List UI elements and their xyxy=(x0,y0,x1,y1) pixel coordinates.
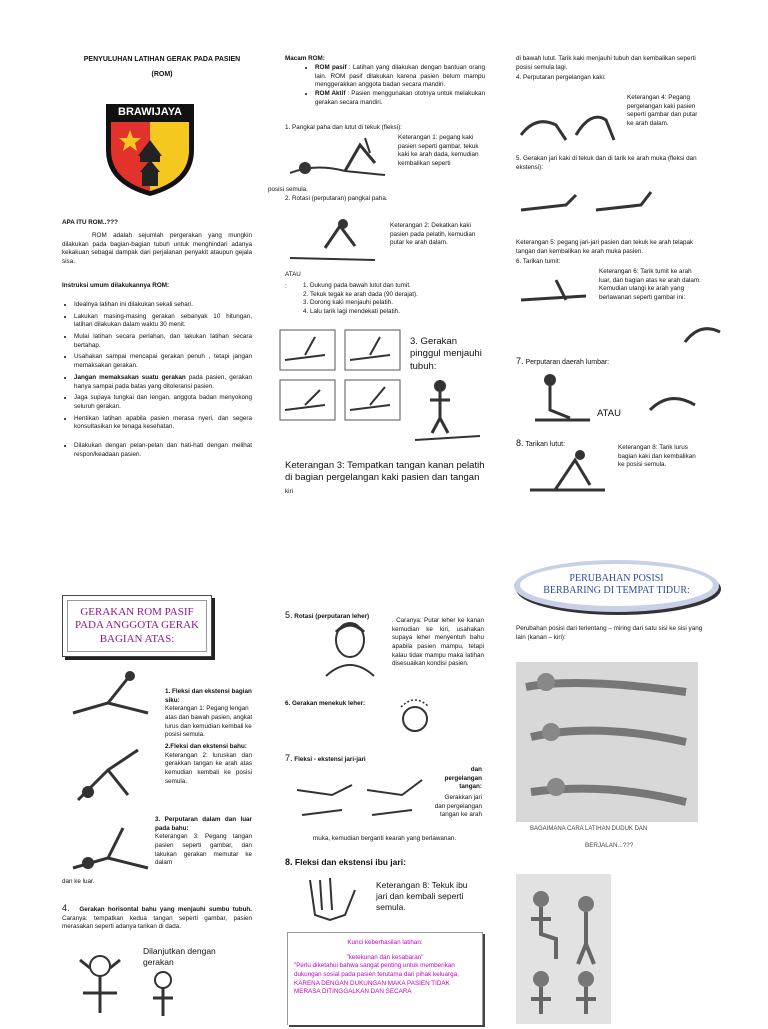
section-header-oval xyxy=(514,560,719,612)
exercise-illustration xyxy=(516,180,661,225)
berjalan-text: BERJALAN...??? xyxy=(585,842,634,849)
macam-list xyxy=(285,64,485,110)
exercise-illustration xyxy=(318,618,383,678)
item3-text: 3. Perputaran dalam dan luar pada bahu: Keterangan 3: Pegang tangan pasien seperti gambar, dan lakukan gerakan memutar ke dalam xyxy=(155,816,252,867)
bagaimana-text: BAGAIMANA CARA LATIHAN DUDUK DAN xyxy=(530,826,648,832)
list-item: 3. Dorong kaki menjauhi pelatih. xyxy=(310,299,480,308)
item7-body: Gerakkan jari dan pergelangan tangan ke arah xyxy=(434,794,482,819)
exercise-illustration xyxy=(680,312,725,352)
item2-title: 2. Rotasi (perputaran) pangkal paha. xyxy=(285,195,388,202)
list-item: • Lakukan masing-masing gerakan sebanyak 10 hitungan, latihan dilakukan dalam waktu 30 menit. xyxy=(74,313,252,330)
list-item: • Jaga supaya tungkai dan lengan, anggota badan menyokong seluruh gerakan. xyxy=(74,394,252,411)
item7-right: dan pergelangan tangan: xyxy=(444,766,482,791)
ket1: Keterangan 1: pegang kaki pasien seperti gambar, tekuk kaki ke arah dada, kemudian kembalikan seperti xyxy=(398,134,479,168)
item6-title: 6. Tarikan tumit: xyxy=(516,258,561,265)
exercise-illustration xyxy=(68,668,163,723)
exercise-illustration xyxy=(68,818,153,876)
ket4: Keterangan 4: Pegang pergelangan kaki pasien seperti gambar dan putar ke arah dalam. xyxy=(627,94,698,128)
exercise-illustration xyxy=(300,870,370,930)
colon-mark: : xyxy=(285,283,287,290)
kunci-body: "Perlu diketahui bahwa sangat penting untuk memberikan dukungan sosial pada pasien terutama dari pihak keluarga, KARENA DENGAN DUKUNGAN MAKA PASIEN TIDAK MERASA DITINGGALKAN DAN SECARA xyxy=(294,962,459,996)
list-item: • Hentikan latihan apabila pasien merasa nyeri, dan segera konsultasikan ke tenaga kesehatan. xyxy=(74,415,252,432)
exercise-illustration xyxy=(516,95,621,150)
atau-label: ATAU xyxy=(597,408,621,419)
item3-tail: dan ke luar. xyxy=(62,878,95,885)
ket6: Keterangan 6: Tarik tumit ke arah luar, dan bagian atas ke arah dalam. Kemudian ulangi ke arah yang berlawanan seperti gambar ini: xyxy=(599,268,701,302)
item4-title: 4. Perputaran pergelangan kaki: xyxy=(516,74,606,81)
exercise-illustration xyxy=(285,133,395,188)
exercise-illustration xyxy=(148,968,178,1018)
item7-title: 7. Fleksi - ekstensi jari-jari xyxy=(285,753,366,763)
exercise-illustration xyxy=(285,218,380,268)
item7-title: 7. Perputaran daerah lumbar: xyxy=(516,356,610,366)
ket8: Keterangan 8: Tarik lurus bagian kaki dan kembalikan ke posisi semula. xyxy=(618,444,696,469)
ket3: Keterangan 3: Tempatkan tangan kanan pelatih di bagian pergelangan kaki pasien dan tangan kiri xyxy=(285,460,485,495)
list-item: 4. Lalu tarik lagi mendekati pelatih. xyxy=(310,308,480,317)
list-item: • Idealnya latihan ini dilakukan sekali sehari. xyxy=(74,301,252,310)
item1-title: 1. Pangkal paha dan lutut di tekuk (fleksi): xyxy=(285,124,402,131)
kunci-quote: "ketekunan dan kesabaran" xyxy=(346,953,424,961)
instruksi-list xyxy=(62,301,252,462)
ket8: Keterangan 8: Tekuk ibu jari dan kembali seperti semula. xyxy=(376,880,468,913)
apa-heading: APA ITU ROM..??? xyxy=(62,219,118,226)
list-item: 2. Tekuk tegak ke arah dada (90 derajat). xyxy=(310,291,480,300)
section-header: PERUBAHAN POSISI BERBARING DI TEMPAT TIDUR: xyxy=(520,564,713,606)
exercise-illustration xyxy=(68,740,163,805)
exercise-illustration xyxy=(292,770,432,828)
item1-text: 1. Fleksi dan ekstensi bagian siku: Keterangan 1: Pegang lengan atas dan bawah pasien, angkat lurus dan kemudian kembali ke posisi semula. xyxy=(165,688,253,739)
lanjut-text: Dilanjutkan dengan gerakan xyxy=(143,946,216,968)
page-title: PENYULUHAN LATIHAN GERAK PADA PASIEN (ROM) xyxy=(83,56,241,79)
col6-text: Perubahan posisi dari terlentang – miring dari satu sisi ke sisi yang lain (kanan – kiri): xyxy=(516,625,703,641)
item6-title: 6. Gerakan menekuk leher: xyxy=(285,700,366,707)
ket5: Keterangan 5: pegang jari-jari pasien dan tekuk ke arah telapak tangan dan kembalikan ke arah muka pasien. xyxy=(516,239,694,255)
sitting-walking-photo xyxy=(516,874,611,1024)
item5-text: 5. Rotasi (perputaran leher) xyxy=(285,610,370,620)
list-item: • Dilakukan dengan pelan-pelan dan hati-hati dengan melihat respon/keadaan pasien. xyxy=(74,442,252,459)
list-item: • Jangan memaksakan suatu gerakan pada pasien, gerakan hanya sampai pada batas yang ditoleransi pasien. xyxy=(74,374,252,391)
list-item: • ROM pasif : Latihan yang dilakukan dengan bantuan orang lain. ROM pasif dilakukan karena pasien belum mampu menggerakkan anggota badan secara mandiri. xyxy=(315,64,485,90)
apa-body: ROM adalah sejumlah pergerakan yang mungkin dilakukan pada bagian-bagian tubuh untuk menghindari adanya kekakuan sebagai dampak dari perjalanan penyakit ataupun gejala sisa. xyxy=(62,232,252,266)
macam-heading: Macam ROM: xyxy=(285,55,325,62)
bed-position-photo xyxy=(516,662,698,822)
steps-list xyxy=(290,282,480,317)
list-item: 1. Dukung pada bawah lutut dan tumit. xyxy=(310,282,480,291)
exercise-illustration xyxy=(530,370,705,430)
list-item: • Mulai latihan secara perlahan, dan lakukan latihan secara bertahap. xyxy=(74,333,252,350)
ket2: Keterangan 2: Dekatkan kaki pasien pada pelatih, kemudian putar ke arah dalam. xyxy=(390,222,476,247)
exercise-illustration xyxy=(516,662,698,822)
item5-title: 5. Gerakan jari kaki di tekuk dan di tarik ke arah muka (fleksi dan ekstensi): xyxy=(516,155,697,171)
list-item: • Usahakan sampai mencapai gerakan penuh , tetapi jangan memaksakan gerakan. xyxy=(74,353,252,370)
logo-text: BRAWIJAYA xyxy=(118,106,182,118)
exercise-illustration xyxy=(516,874,611,1024)
ket1-tail: posisi semula. xyxy=(268,186,308,193)
item2-text: 2.Fleksi dan ekstensi bahu: Keterangan 2: luruskan dan gerakkan tangan ke arah atas kemudian kembali ke posisi semula. xyxy=(165,743,252,785)
kunci-box xyxy=(287,932,483,1025)
kunci-title: Kunci keberhasilan latihan: xyxy=(347,939,423,946)
item5-body: . Caranya: Putar leher ke kanan kemudian ke kiri, usahakan supaya leher menyentuh bahu apabila pasien mampu, tetapi kalau tidak mampu maka latihan disesuaikan kondisi pasien. xyxy=(392,617,484,668)
section-header-box xyxy=(62,595,212,657)
item8-title: 8. Fleksi dan ekstensi ibu jari: xyxy=(285,857,406,867)
item8-title: 8. Tarikan lutut: xyxy=(516,438,566,448)
cont-text: di bawah lutut. Tarik kaki menjauhi tubuh dan kembalikan seperti posisi semula lagi. xyxy=(516,55,696,71)
item7-tail: muka, kemudian berganti kearah yang berlawanan. xyxy=(313,835,457,842)
item3-title: 3. Gerakan pinggul menjauhi tubuh: xyxy=(410,336,482,372)
exercise-illustration xyxy=(393,695,438,740)
atau-label: ATAU xyxy=(285,271,301,278)
exercise-illustration xyxy=(516,270,596,320)
list-item: • ROM Aktif : Pasien menggunakan ototnya untuk melakukan gerakan secara mandiri. xyxy=(315,90,485,107)
exercise-illustration xyxy=(410,378,485,448)
exercise-illustration xyxy=(68,948,133,1018)
exercise-illustration xyxy=(525,445,615,500)
section-header: GERAKAN ROM PASIF PADA ANGGOTA GERAK BAGIAN ATAS: xyxy=(67,600,207,652)
instruksi-heading: Instruksi umum dilakukannya ROM: xyxy=(62,282,170,289)
item4-text: 4. Gerakan horisontal bahu yang menjauhi sumbu tubuh. Caranya: tempatkan kedua tangan seperti gambar, pasien merasakan seperti adanya tarikan di dada. xyxy=(62,903,253,931)
exercise-illustration xyxy=(275,325,405,425)
